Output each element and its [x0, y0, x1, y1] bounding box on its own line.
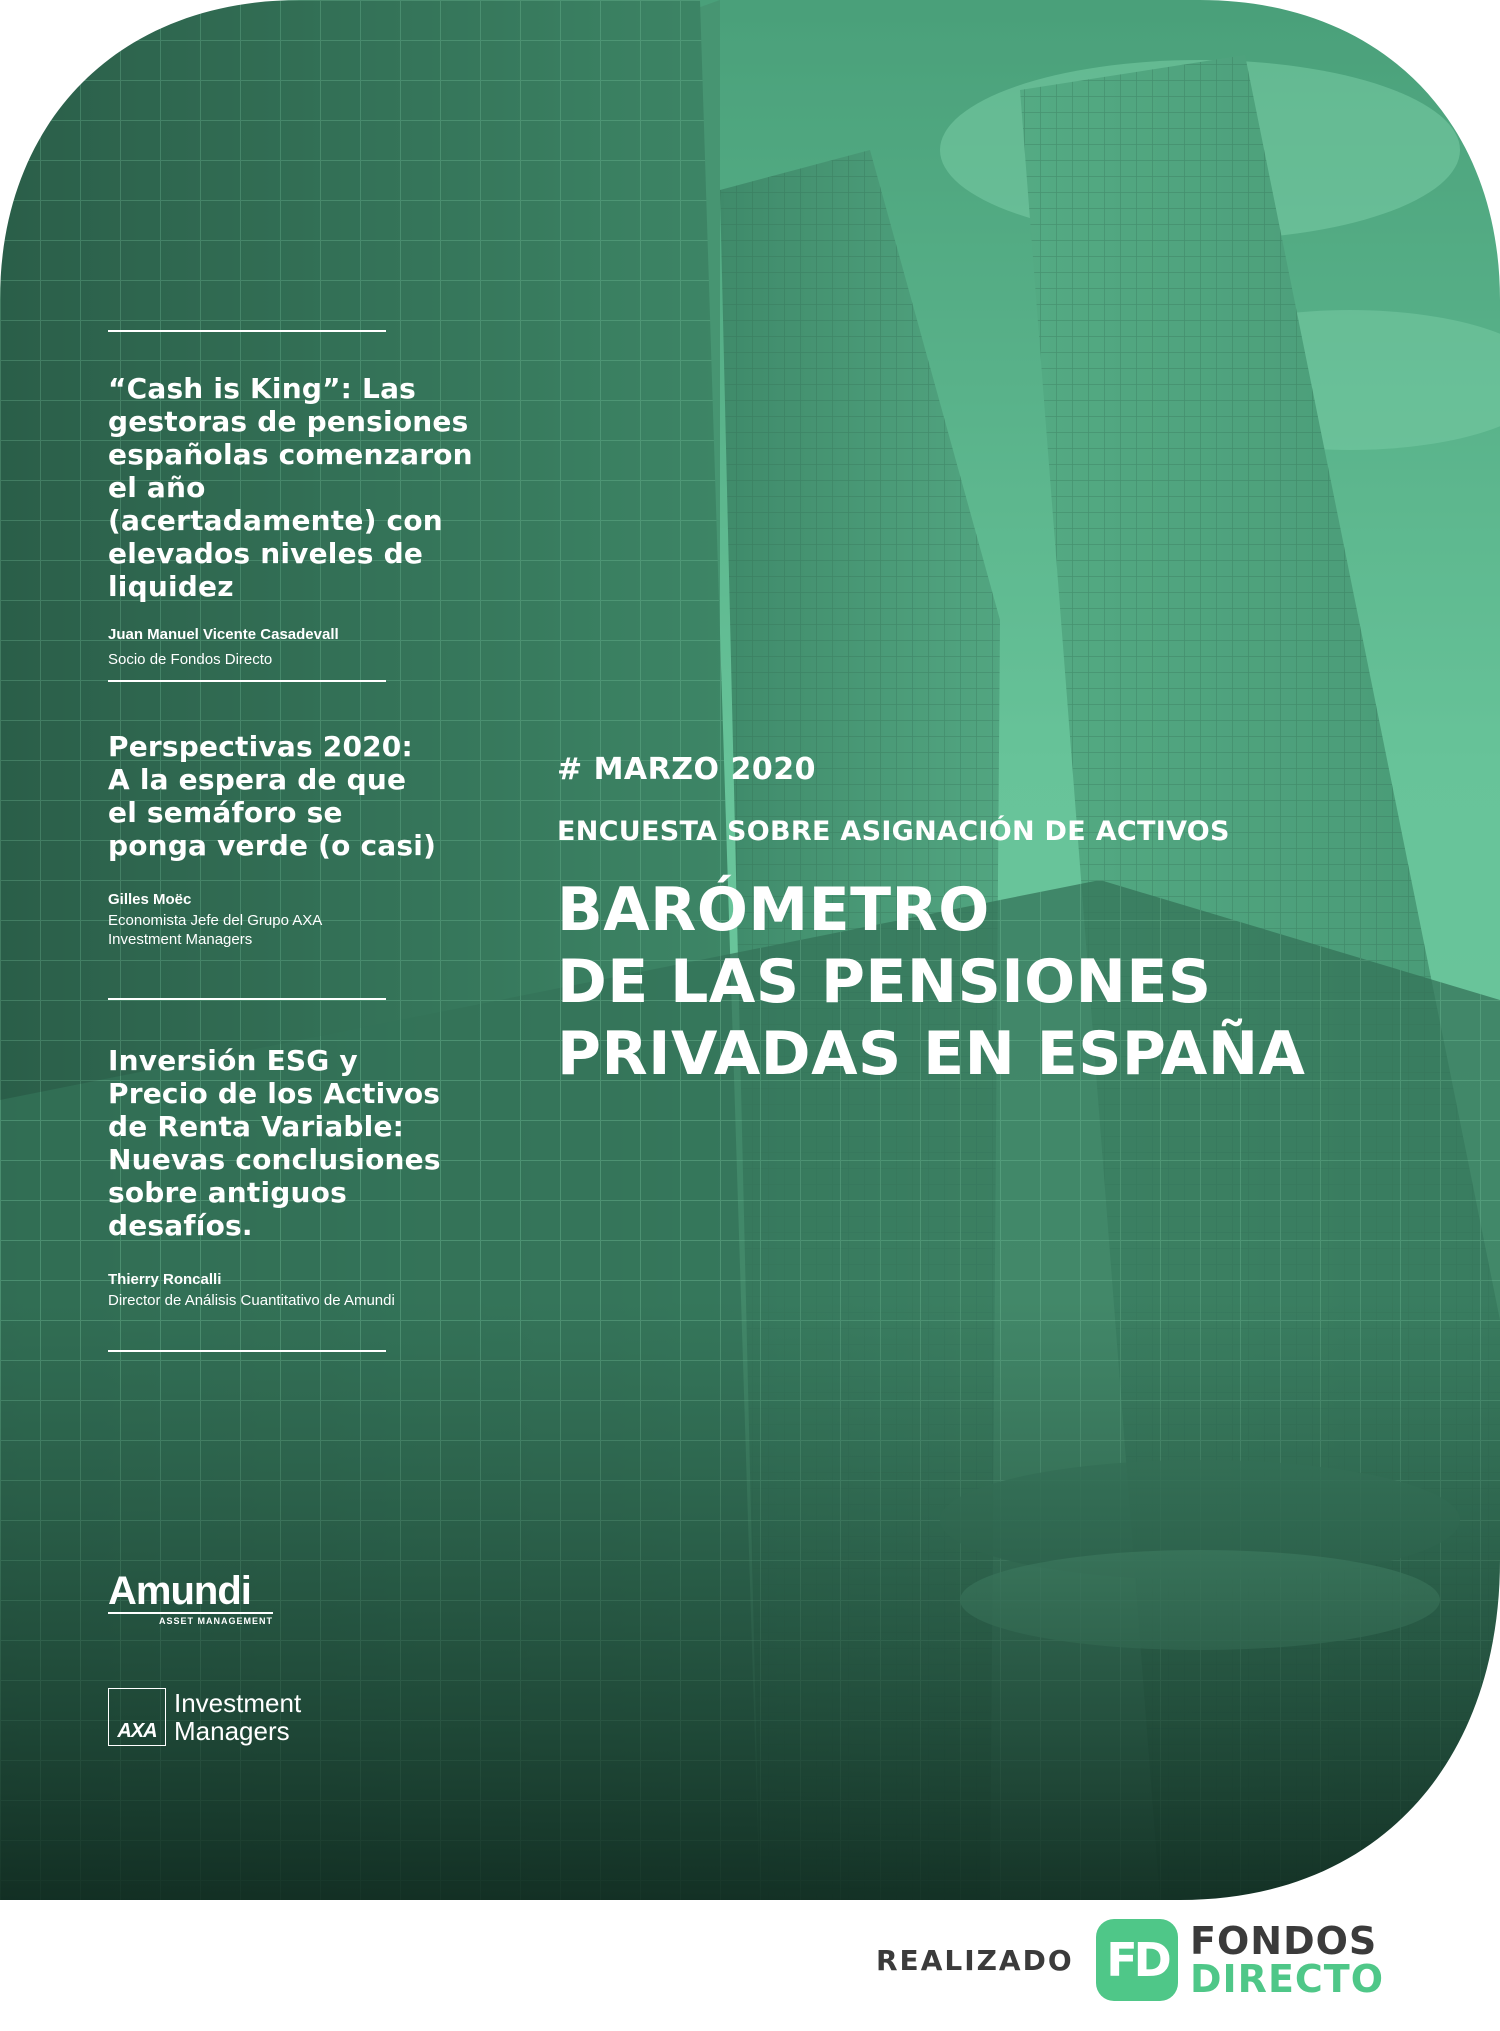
article-2[interactable]	[108, 730, 438, 949]
article-3[interactable]	[108, 1044, 463, 1310]
title-line-3: PRIVADAS EN ESPAÑA	[557, 1019, 1306, 1089]
axa-line-2: Managers	[174, 1716, 290, 1746]
article-author: Thierry Roncalli	[108, 1271, 222, 1288]
axa-line-1: Investment	[174, 1688, 302, 1718]
fd-icon	[1096, 1919, 1178, 2001]
cover-title	[557, 874, 1305, 1090]
realizado-label: REALIZADO	[876, 1944, 1074, 1977]
survey-subtitle: ENCUESTA SOBRE ASIGNACIÓN DE ACTIVOS	[557, 816, 1230, 847]
article-author: Juan Manuel Vicente Casadevall	[108, 626, 339, 643]
fd-word-1: FONDOS	[1190, 1919, 1378, 1963]
divider	[108, 680, 386, 682]
article-headline[interactable]: Perspectivas 2020: A la espera de que el semáforo se ponga verde (o casi)	[108, 730, 437, 862]
divider	[108, 330, 386, 332]
title-line-2: DE LAS PENSIONES	[557, 947, 1212, 1017]
axa-wordmark	[174, 1689, 301, 1745]
divider	[108, 998, 386, 1000]
axa-icon	[108, 1688, 166, 1746]
axa-im-logo	[108, 1688, 301, 1746]
fd-word-2: DIRECTO	[1190, 1957, 1385, 2001]
fondos-directo-logo[interactable]	[1096, 1919, 1384, 2001]
article-role: Economista Jefe del Grupo AXA Investment Managers	[108, 912, 322, 948]
article-author: Gilles Moëc	[108, 891, 192, 908]
article-headline[interactable]: “Cash is King”: Las gestoras de pensiones españolas comenzaron el año (acertadamente) con elevados niveles de liquidez	[108, 372, 473, 603]
article-1[interactable]	[108, 372, 478, 669]
article-role: Socio de Fondos Directo	[108, 651, 273, 668]
amundi-subtitle: ASSET MANAGEMENT	[108, 1612, 273, 1626]
amundi-name: Amundi	[108, 1569, 251, 1613]
article-headline[interactable]: Inversión ESG y Precio de los Activos de Renta Variable: Nuevas conclusiones sobre antiguos desafíos.	[108, 1044, 441, 1242]
title-line-1: BARÓMETRO	[557, 875, 990, 945]
amundi-logo	[108, 1570, 273, 1626]
axa-mark-text: AXA	[117, 1720, 157, 1742]
fd-mark: FD	[1106, 1933, 1168, 1987]
fd-wordmark	[1190, 1919, 1385, 2001]
article-role: Director de Análisis Cuantitativo de Amundi	[108, 1292, 395, 1309]
divider	[108, 1350, 386, 1352]
issue-date: # MARZO 2020	[557, 752, 816, 787]
